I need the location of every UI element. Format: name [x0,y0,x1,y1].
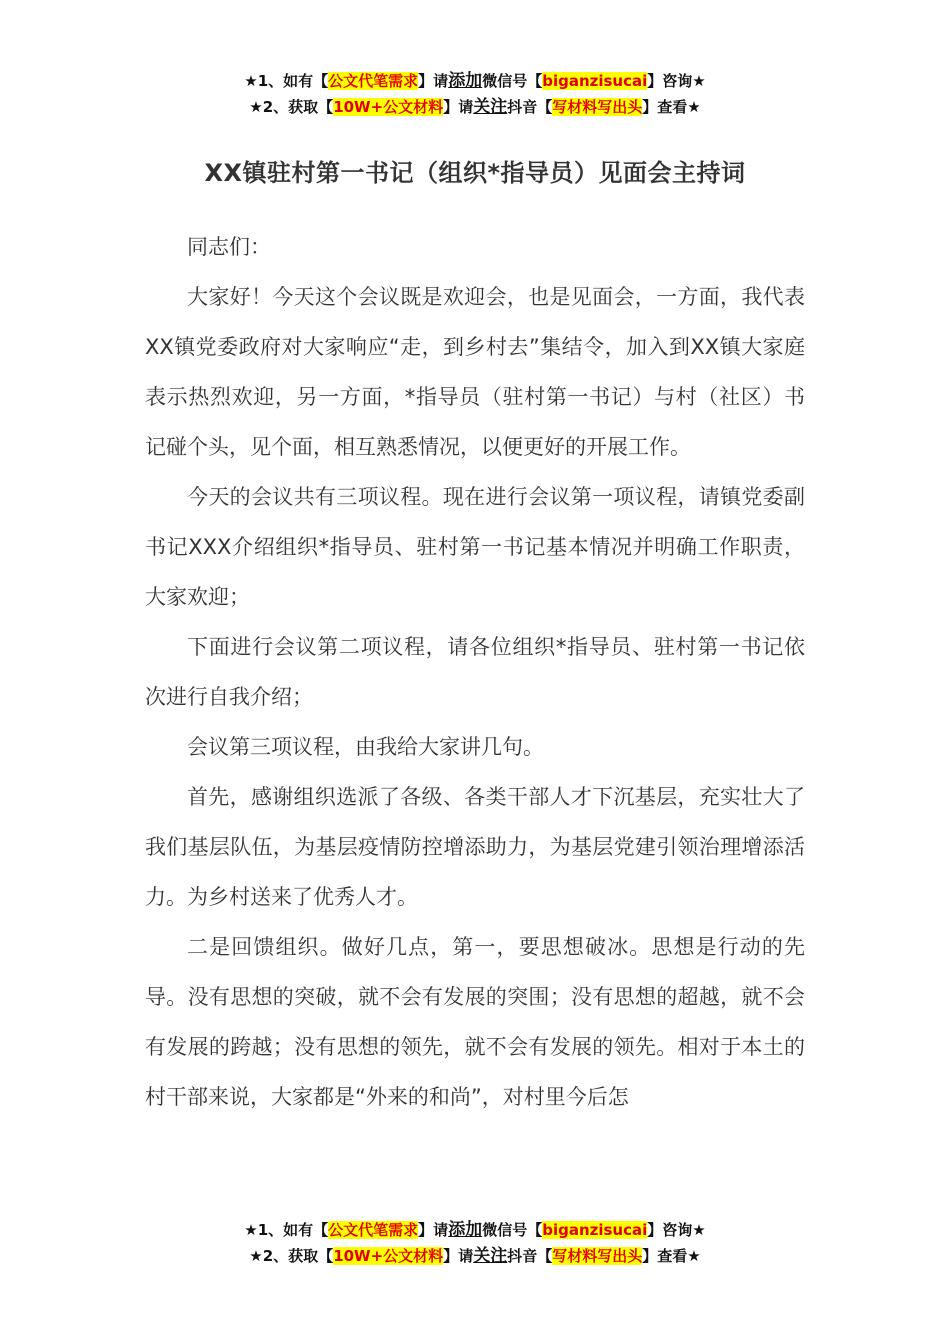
paragraph: 首先，感谢组织选派了各级、各类干部人才下沉基层，充实壮大了我们基层队伍，为基层疫情防控增添助力，为基层党建引领治理增添活力。为乡村送来了优秀人才。 [145,785,805,909]
banner-text: 微信号【 [482,72,543,90]
paragraph: 下面进行会议第二项议程，请各位组织*指导员、驻村第一书记依次进行自我介绍； [145,635,805,709]
document-title: XX镇驻村第一书记（组织*指导员）见面会主持词 [204,159,746,187]
highlight-materials: 10W+公文材料 [333,98,444,116]
highlight-service: 公文代笔需求 [328,72,419,90]
banner-text: ★1、如有【 [244,72,329,90]
banner-emphasis: 添加 [448,71,483,91]
paragraph: 大家好！今天这个会议既是欢迎会，也是见面会，一方面，我代表XX镇党委政府对大家响应“走，到乡村去”集结令，加入到XX镇大家庭表示热烈欢迎，另一方面，*指导员（驻村第一书记）与村（社区）书记碰个头，见个面，相互熟悉情况，以便更好的开展工作。 [145,285,805,459]
banner-text: 】查看★ [642,98,701,116]
banner-text: ★2、获取【 [249,1247,334,1265]
document-body [145,222,805,1122]
wechat-id: biganzisucai [542,72,648,90]
paragraph: 今天的会议共有三项议程。现在进行会议第一项议程，请镇党委副书记XXX介绍组织*指导员、驻村第一书记基本情况并明确工作职责，大家欢迎； [145,485,805,609]
wechat-id: biganzisucai [542,1221,648,1239]
banner-emphasis: 关注 [473,1246,508,1266]
banner-line-1 [0,68,950,94]
footer-banner [0,1217,950,1269]
paragraph: 二是回馈组织。做好几点，第一，要思想破冰。思想是行动的先导。没有思想的突破，就不会有发展的突围；没有思想的超越，就不会有发展的跨越；没有思想的领先，就不会有发展的领先。相对于本土的村干部来说，大家都是“外来的和尚”，对村里今后怎 [145,935,805,1109]
banner-text: 】请 [443,1247,474,1265]
banner-line-1 [0,1217,950,1243]
salutation: 同志们： [187,235,271,259]
banner-text: 抖音【 [507,1247,553,1265]
banner-text: 】咨询★ [647,72,706,90]
banner-text: 】咨询★ [647,1221,706,1239]
banner-text: 】请 [418,1221,449,1239]
banner-text: 】查看★ [642,1247,701,1265]
highlight-materials: 10W+公文材料 [333,1247,444,1265]
highlight-service: 公文代笔需求 [328,1221,419,1239]
banner-text: 微信号【 [482,1221,543,1239]
banner-text: ★1、如有【 [244,1221,329,1239]
douyin-account: 写材料写出头 [552,1247,643,1265]
banner-text: 】请 [443,98,474,116]
banner-text: 】请 [418,72,449,90]
douyin-account: 写材料写出头 [552,98,643,116]
banner-text: ★2、获取【 [249,98,334,116]
banner-text: 抖音【 [507,98,553,116]
header-banner [0,68,950,120]
banner-emphasis: 关注 [473,97,508,117]
banner-line-2 [0,1243,950,1269]
banner-line-2 [0,94,950,120]
banner-emphasis: 添加 [448,1220,483,1240]
paragraph: 会议第三项议程，由我给大家讲几句。 [187,735,544,759]
